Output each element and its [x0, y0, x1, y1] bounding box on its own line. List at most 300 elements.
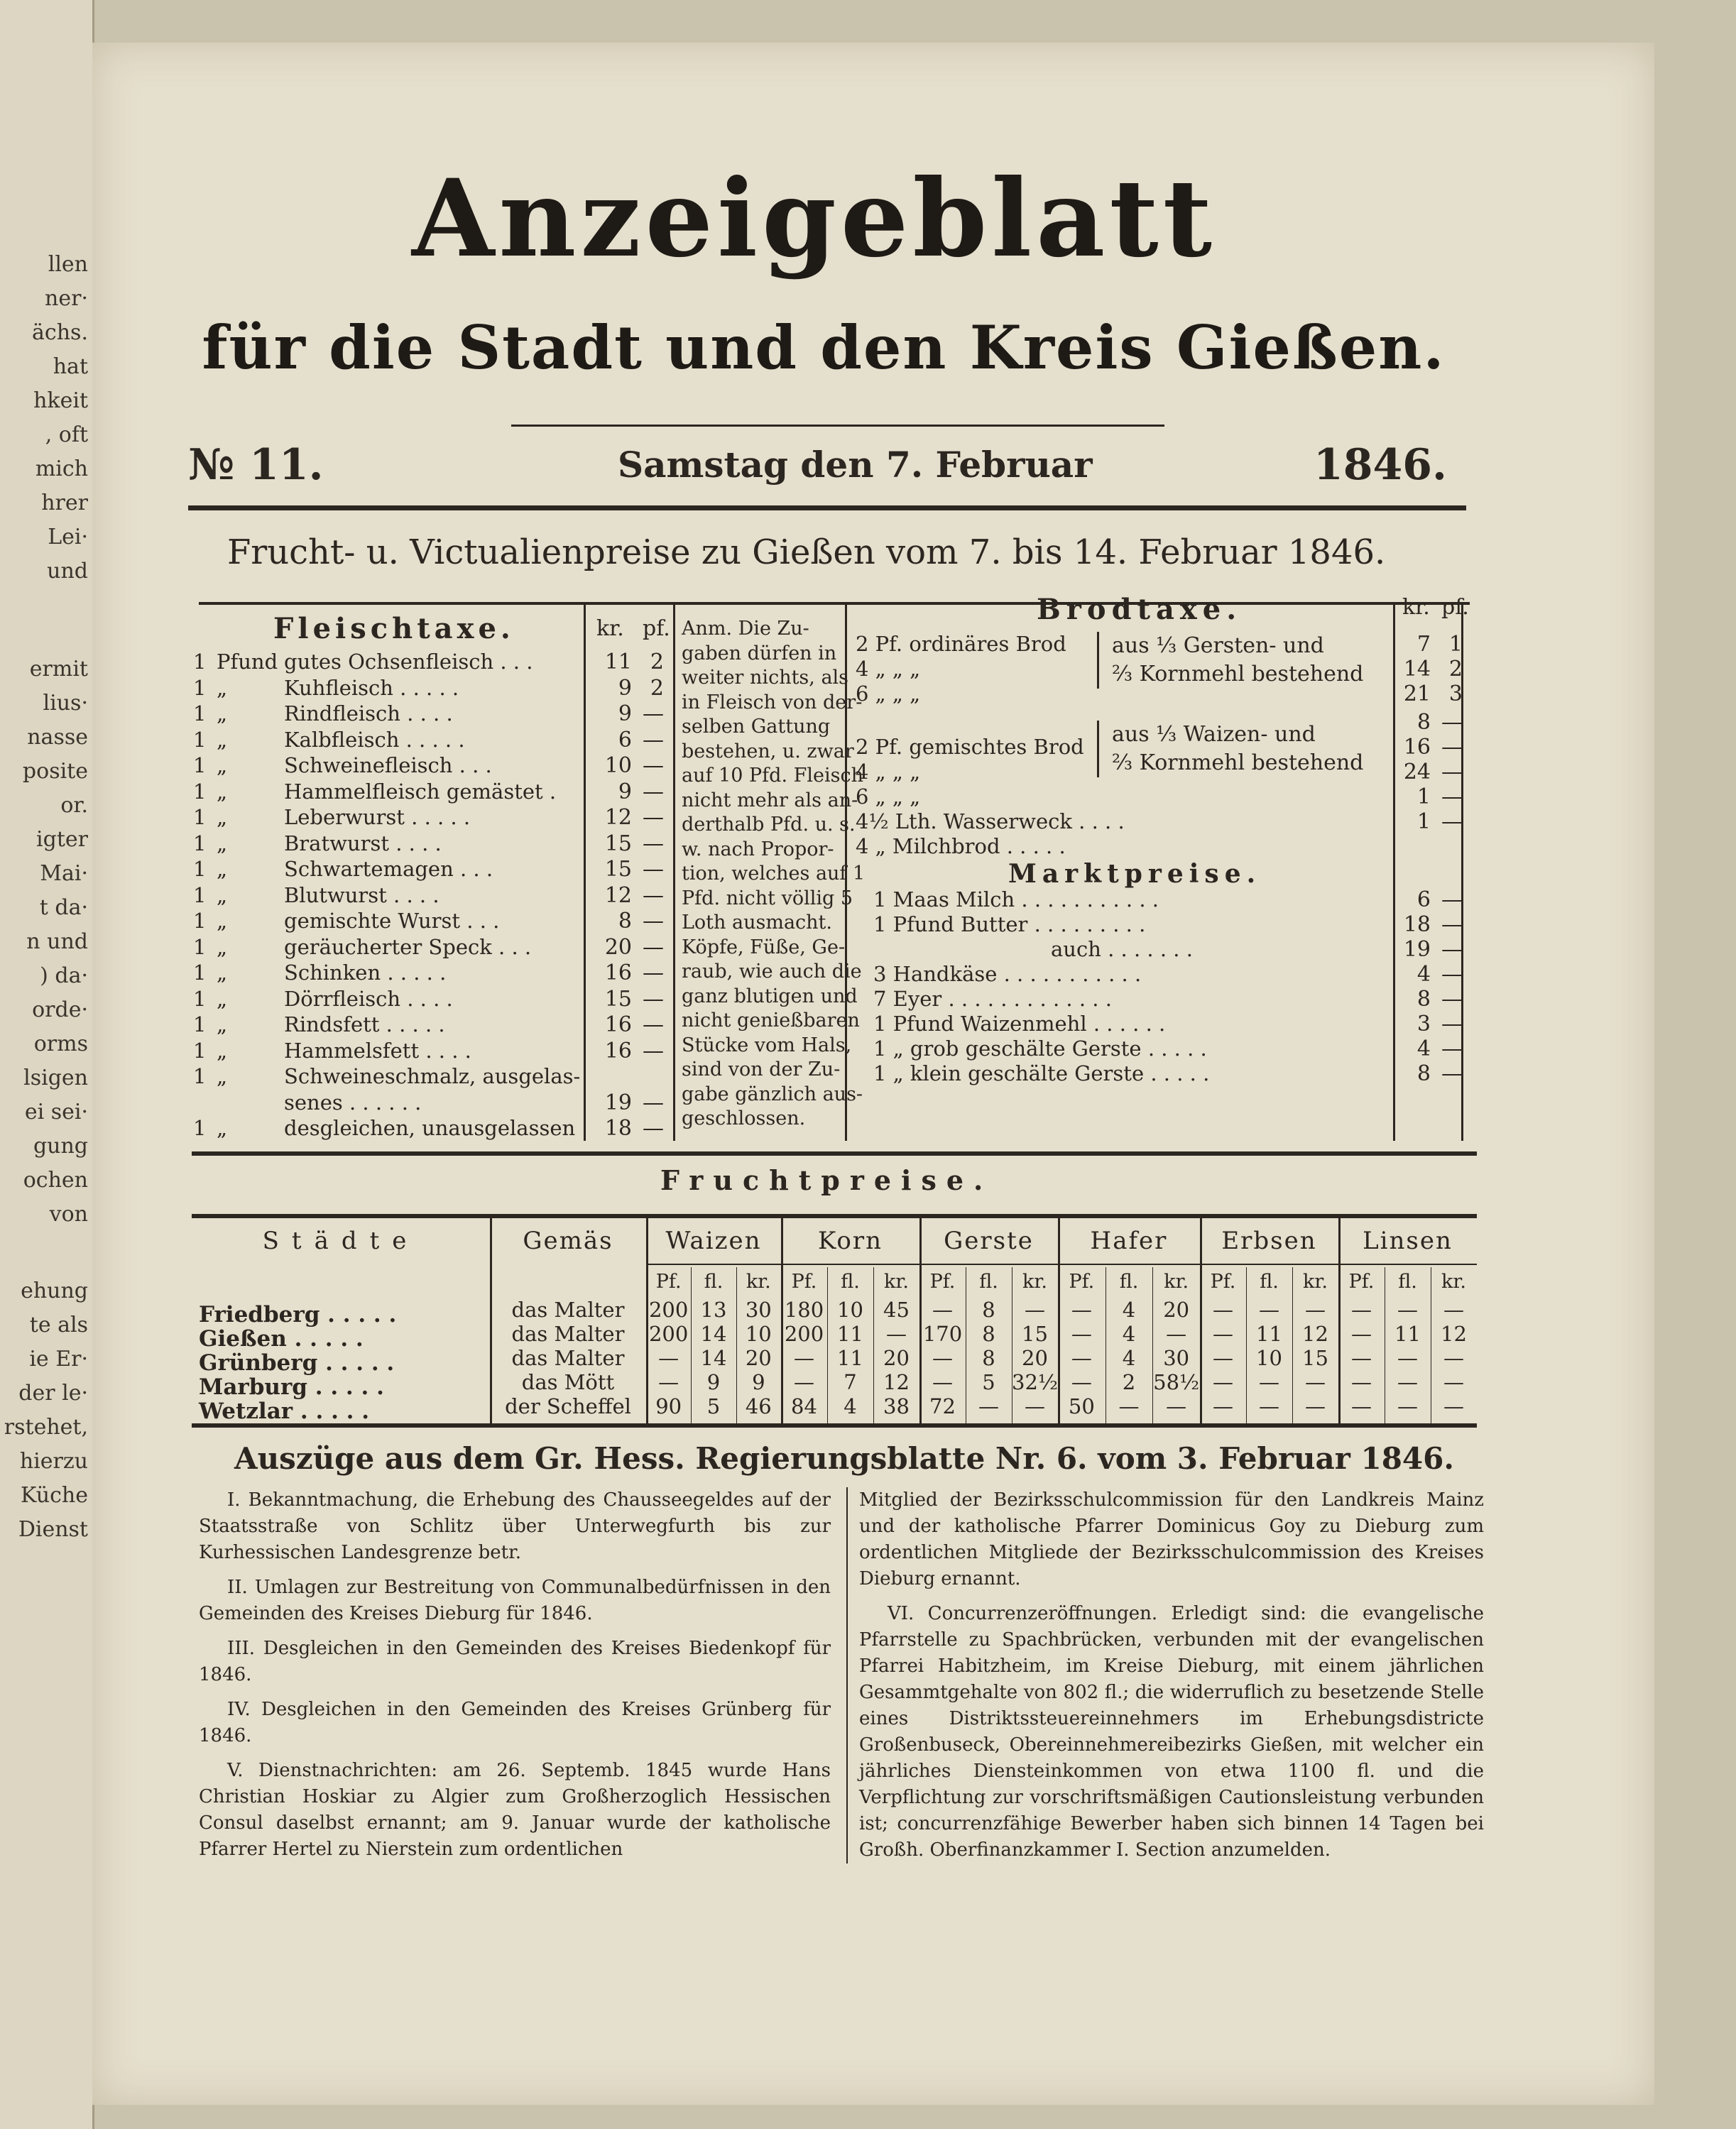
- frucht-value: 20: [883, 1346, 910, 1370]
- frucht-subheader: kr.: [1441, 1271, 1466, 1293]
- fleisch-note-line: geschlossen.: [682, 1107, 806, 1129]
- frucht-value: —: [1259, 1370, 1279, 1394]
- frucht-value: —: [932, 1298, 953, 1322]
- frucht-value: —: [932, 1346, 953, 1370]
- fleisch-unit: Pfund: [217, 650, 278, 674]
- frucht-value: 200: [648, 1322, 689, 1346]
- frucht-value: 12: [883, 1370, 910, 1394]
- fleisch-qty: 1: [193, 1064, 207, 1088]
- frucht-value: 38: [883, 1394, 910, 1418]
- frucht-value: —: [1213, 1370, 1233, 1394]
- markt-pf: —: [1441, 1061, 1463, 1086]
- fleisch-unit: „: [217, 1012, 228, 1036]
- brod-kr: 8: [1416, 710, 1431, 735]
- fleisch-qty: 1: [193, 934, 207, 959]
- frucht-subheader: Pf.: [929, 1271, 956, 1293]
- adjacent-text: hkeit: [33, 388, 88, 413]
- frucht-value: 58½: [1153, 1370, 1200, 1394]
- brodtaxe-title: Brodtaxe.: [1037, 593, 1243, 626]
- frucht-header: Städte: [262, 1227, 420, 1255]
- frucht-header: Gemäs: [523, 1227, 613, 1255]
- markt-item: 1 Pfund Waizenmehl . . . . . .: [873, 1012, 1166, 1036]
- brod-pf: 2: [1448, 657, 1463, 682]
- frucht-header: Linsen: [1363, 1227, 1453, 1255]
- frucht-value: 4: [1122, 1298, 1136, 1322]
- fleisch-item: Rindsfett . . . . .: [284, 1012, 445, 1036]
- markt-kr: 8: [1416, 987, 1431, 1012]
- brace-waizen-line1: aus ⅓ Waizen- und: [1112, 722, 1316, 747]
- frucht-value: —: [1351, 1346, 1372, 1370]
- frucht-value: 170: [922, 1322, 963, 1346]
- fleisch-kr: 20: [604, 934, 632, 960]
- fleisch-note-line: bestehen, u. zwar: [682, 740, 854, 762]
- fleisch-unit: „: [217, 779, 228, 804]
- frucht-value: 8: [982, 1322, 995, 1346]
- frucht-value: 11: [837, 1322, 863, 1346]
- frucht-subheader: kr.: [1164, 1271, 1189, 1293]
- fleisch-kr: 15: [604, 986, 632, 1012]
- brod-item: 4 „ Milchbrod . . . . .: [856, 834, 1066, 858]
- frucht-value: 14: [700, 1346, 727, 1370]
- fleisch-note-line: gaben dürfen in: [682, 642, 837, 664]
- markt-kr: 4: [1416, 962, 1431, 987]
- frucht-value: 20: [745, 1346, 772, 1370]
- fleisch-qty: 1: [193, 727, 207, 752]
- fleisch-pf: —: [643, 1012, 664, 1037]
- fleisch-kr: 19: [604, 1090, 632, 1115]
- auszug-paragraph: Mitglied der Bezirksschulcommission für den Landkreis Mainz und der katholische Pfarrer Dominicus Goy zu Dieburg zum ordentlichen Mitgliede der Bezirksschulcommission des Kreises Dieburg ernannt.: [859, 1489, 1484, 1589]
- divider: [673, 605, 675, 1141]
- fleisch-unit: „: [217, 882, 228, 907]
- brodtaxe-kr-header: kr.: [1402, 595, 1430, 620]
- frucht-value: —: [886, 1322, 907, 1346]
- brod-kr: 24: [1403, 760, 1431, 784]
- auszug-paragraph: VI. Concurrenzeröffnungen. Erledigt sind: die evangelische Pfarrstelle zu Spachbrücken, verbunden mit der evangelischen Pfarrei Habitzheim, im Kreise Dieburg, mit einem jährlichen Gesammtgehalte von 802 fl.; die widerruflich zu besetzende Stelle eines Distriktssteuereinnehmers im Erhebungsdistricte Großenbuseck, Obereinnehmereibezirks Gießen, mit welcher ein jährliches Diensteinkommen von etwa 1100 fl. und die Verpflichtung zur vorschriftsmäßigen Cautionsleistung verbunden ist; concurrenzfähige Bewerber haben sich binnen 14 Tagen bei Großh. Oberfinanzkammer I. Section anzumelden.: [859, 1603, 1484, 1861]
- adjacent-text: Mai·: [40, 861, 88, 886]
- fleisch-pf: —: [643, 909, 664, 934]
- frucht-value: 4: [1122, 1322, 1136, 1346]
- markt-pf: —: [1441, 887, 1463, 912]
- fleisch-unit: „: [217, 727, 228, 752]
- frucht-measure: das Malter: [511, 1346, 625, 1370]
- markt-item: 1 Pfund Butter . . . . . . . . .: [873, 912, 1146, 936]
- frucht-value: 9: [752, 1370, 765, 1394]
- frucht-value: —: [1351, 1322, 1372, 1346]
- frucht-value: —: [1166, 1322, 1187, 1346]
- frucht-value: 46: [745, 1394, 772, 1418]
- brod-item: 4 „ „ „: [856, 760, 921, 784]
- frucht-value: 200: [648, 1298, 689, 1322]
- fleisch-kr: 6: [618, 727, 632, 752]
- fleisch-pf: —: [643, 882, 664, 908]
- fleisch-note-line: nicht genießbaren: [682, 1009, 860, 1031]
- frucht-value: 15: [1022, 1322, 1048, 1346]
- frucht-subheader: kr.: [1022, 1271, 1047, 1293]
- markt-pf: —: [1441, 1012, 1463, 1036]
- frucht-value: —: [1213, 1322, 1233, 1346]
- fleisch-item: Leberwurst . . . . .: [284, 805, 471, 829]
- frucht-value: —: [1259, 1298, 1279, 1322]
- fleisch-pf: —: [643, 701, 664, 726]
- fleisch-qty: 1: [193, 650, 207, 674]
- brodtaxe-pf-header: pf.: [1441, 595, 1469, 620]
- fleisch-qty: 1: [193, 909, 207, 933]
- adjacent-text: Küche: [21, 1483, 88, 1508]
- fleisch-qty: 1: [193, 882, 207, 907]
- issue-year: 1846.: [1314, 440, 1447, 490]
- fleisch-pf: —: [643, 934, 664, 960]
- fleischtaxe-title: Fleischtaxe.: [273, 612, 515, 645]
- adjacent-text: or.: [60, 793, 88, 818]
- fleisch-pf: —: [643, 1038, 664, 1063]
- fleisch-item: desgleichen, unausgelassen: [284, 1116, 576, 1140]
- fleisch-item: gemischte Wurst . . .: [284, 909, 500, 933]
- adjacent-text: ie Er·: [29, 1347, 88, 1372]
- fleisch-item: Kuhfleisch . . . . .: [284, 675, 459, 700]
- brace-gersten-line2: ⅔ Kornmehl bestehend: [1112, 662, 1364, 686]
- fleisch-item: Bratwurst . . . .: [284, 831, 442, 855]
- issue-number: № 11.: [188, 440, 324, 490]
- frucht-city: Gießen . . . . .: [199, 1326, 364, 1352]
- adjacent-text: llen: [48, 252, 88, 277]
- fleisch-pf: —: [643, 727, 664, 752]
- fleisch-qty: 1: [193, 1038, 207, 1063]
- column-divider: [846, 1487, 848, 1863]
- adjacent-text: igter: [36, 827, 88, 852]
- frucht-value: 90: [655, 1394, 682, 1418]
- brod-kr: 21: [1403, 682, 1431, 706]
- frucht-value: —: [1071, 1298, 1092, 1322]
- fleisch-kr: 9: [618, 779, 632, 804]
- fleisch-unit: „: [217, 934, 228, 959]
- fleisch-pf: —: [643, 960, 664, 985]
- adjacent-text: lsigen: [23, 1066, 88, 1090]
- frucht-value: —: [1071, 1370, 1092, 1394]
- adjacent-text: hierzu: [19, 1449, 88, 1474]
- auszuege-left-column: [199, 1487, 831, 1871]
- fleisch-item: gutes Ochsenfleisch . . .: [284, 650, 533, 674]
- frucht-value: 10: [1256, 1346, 1282, 1370]
- adjacent-text: von: [49, 1202, 88, 1227]
- adjacent-text: nasse: [27, 725, 88, 750]
- divider: [584, 605, 586, 1141]
- frucht-value: —: [1305, 1370, 1326, 1394]
- frucht-value: —: [1397, 1346, 1418, 1370]
- adjacent-page-strip: [0, 0, 94, 2129]
- markt-kr: 8: [1416, 1061, 1431, 1086]
- frucht-value: 72: [929, 1394, 956, 1418]
- frucht-value: 84: [791, 1394, 817, 1418]
- masthead-title: Anzeigeblatt: [412, 156, 1216, 281]
- fleisch-pf: —: [643, 779, 664, 804]
- frucht-header: Gerste: [944, 1227, 1034, 1255]
- fleisch-qty: 1: [193, 986, 207, 1011]
- adjacent-text: Dienst: [18, 1517, 88, 1542]
- frucht-value: —: [1259, 1394, 1279, 1418]
- frucht-value: 14: [700, 1322, 727, 1346]
- brace-waizen-line2: ⅔ Kornmehl bestehend: [1112, 750, 1364, 775]
- fleisch-note-line: w. nach Propor-: [682, 838, 834, 860]
- fleisch-unit: „: [217, 805, 228, 829]
- frucht-value: 12: [1302, 1322, 1328, 1346]
- brod-item: 2 Pf. gemischtes Brod: [856, 735, 1084, 759]
- fleisch-pf: —: [643, 986, 664, 1012]
- fleisch-unit: „: [217, 831, 228, 855]
- brod-pf: —: [1441, 735, 1463, 760]
- frucht-value: —: [1351, 1394, 1372, 1418]
- fleisch-note-line: ganz blutigen und: [682, 985, 858, 1007]
- markt-pf: —: [1441, 962, 1463, 987]
- fleisch-kr: 16: [604, 1038, 632, 1063]
- fleisch-unit: „: [217, 701, 228, 726]
- frucht-subheader: Pf.: [1348, 1271, 1375, 1293]
- adjacent-text: gung: [33, 1134, 88, 1159]
- auszuege-right-column: [859, 1487, 1484, 1872]
- frucht-value: —: [1305, 1394, 1326, 1418]
- fleisch-pf: —: [643, 831, 664, 856]
- adjacent-text: hat: [53, 354, 88, 379]
- fleisch-note-line: derthalb Pfd. u. s.: [682, 814, 856, 836]
- frucht-value: 10: [745, 1322, 772, 1346]
- frucht-value: —: [1397, 1370, 1418, 1394]
- fleisch-qty: 1: [193, 960, 207, 985]
- frucht-value: 10: [837, 1298, 863, 1322]
- fleisch-item: Hammelsfett . . . .: [284, 1038, 471, 1063]
- frucht-value: 8: [982, 1298, 995, 1322]
- frucht-header: Korn: [817, 1227, 883, 1255]
- fleisch-kr: 9: [618, 675, 632, 701]
- frucht-value: —: [932, 1370, 953, 1394]
- adjacent-text: ) da·: [40, 963, 88, 988]
- brod-item: 4½ Lth. Wasserweck . . . .: [856, 809, 1125, 833]
- fleisch-item: Schwartemagen . . .: [284, 857, 493, 881]
- frucht-top-rule: [192, 1214, 1477, 1218]
- fleisch-qty: 1: [193, 857, 207, 881]
- fleisch-note-line: nicht mehr als an-: [682, 789, 858, 811]
- auszug-paragraph: I. Bekanntmachung, die Erhebung des Chausseegeldes auf der Staatsstraße von Schlitz über Unterwegfurth bis zur Kurhessischen Landesgrenze betr.: [199, 1489, 831, 1563]
- adjacent-text: orde·: [32, 997, 88, 1022]
- adjacent-text: ochen: [23, 1168, 88, 1193]
- frucht-value: —: [978, 1394, 999, 1418]
- frucht-city: Marburg . . . . .: [199, 1374, 384, 1400]
- fleisch-note-line: in Fleisch von der-: [682, 691, 863, 713]
- frucht-bottom-rule: [192, 1423, 1477, 1428]
- fleisch-unit: „: [217, 909, 228, 933]
- auszuege-title: Auszüge aus dem Gr. Hess. Regierungsblatte Nr. 6. vom 3. Februar 1846.: [234, 1441, 1455, 1476]
- frucht-value: 30: [745, 1298, 772, 1322]
- fleisch-item: Rindfleisch . . . .: [284, 701, 453, 726]
- adjacent-text: ehung: [21, 1279, 88, 1303]
- frucht-value: 9: [706, 1370, 721, 1394]
- frucht-value: —: [1351, 1298, 1372, 1322]
- markt-pf: —: [1441, 937, 1463, 962]
- fleisch-qty: 1: [193, 805, 207, 829]
- fleisch-qty: 1: [193, 1012, 207, 1036]
- frucht-header: Waizen: [665, 1227, 762, 1255]
- auszug-paragraph: V. Dienstnachrichten: am 26. Septemb. 1845 wurde Hans Christian Hoskiar zu Algier zum Großherzoglich Hessischen Consul daselbst ernannt; am 9. Januar wurde der katholische Pfarrer Hertel zu Nierstein zum ordentlichen: [199, 1760, 831, 1860]
- frucht-measure: das Malter: [511, 1322, 625, 1346]
- frucht-subheader: Pf.: [1210, 1271, 1236, 1293]
- brod-pf: —: [1441, 784, 1463, 809]
- brod-kr: 7: [1416, 632, 1431, 657]
- adjacent-text: t da·: [39, 895, 88, 920]
- adjacent-text: orms: [33, 1031, 88, 1056]
- markt-item: 7 Eyer . . . . . . . . . . . . .: [873, 987, 1112, 1011]
- adjacent-text: und: [47, 559, 88, 584]
- adjacent-text: rstehet,: [4, 1415, 88, 1440]
- frucht-value: 13: [700, 1298, 727, 1322]
- frucht-value: —: [1071, 1322, 1092, 1346]
- frucht-value: 5: [982, 1370, 995, 1394]
- frucht-subheader: kr.: [1303, 1271, 1328, 1293]
- adjacent-text: Lei·: [48, 525, 88, 549]
- brod-pf: —: [1441, 809, 1463, 834]
- fleisch-note-line: Pfd. nicht völlig 5: [682, 887, 853, 909]
- adjacent-text: n und: [26, 929, 88, 954]
- frucht-value: 8: [982, 1346, 995, 1370]
- fleisch-unit: „: [217, 986, 228, 1011]
- adjacent-text: lius·: [43, 691, 88, 716]
- markt-item: auch . . . . . . .: [1051, 937, 1193, 961]
- fleisch-note-line: Anm. Die Zu-: [682, 618, 809, 640]
- fleisch-item: Dörrfleisch . . . .: [284, 986, 453, 1011]
- fleisch-item: geräucherter Speck . . .: [284, 934, 532, 959]
- fleisch-unit: „: [217, 857, 228, 881]
- frucht-subheader: fl.: [1119, 1271, 1139, 1293]
- brod-item: 6 „ „ „: [856, 682, 921, 706]
- fleisch-note-line: Stücke vom Hals,: [682, 1034, 852, 1056]
- fleisch-pf: 2: [650, 650, 664, 674]
- fleisch-qty: 1: [193, 675, 207, 700]
- fleisch-pf: —: [643, 1116, 664, 1141]
- adjacent-text: mich: [35, 456, 88, 481]
- fleisch-qty: 1: [193, 753, 207, 777]
- fleischtaxe-pf-header: pf.: [643, 616, 670, 641]
- frucht-subheader: Pf.: [655, 1271, 682, 1293]
- frucht-value: 30: [1163, 1346, 1190, 1370]
- fleisch-note-line: auf 10 Pfd. Fleisch: [682, 765, 863, 787]
- fleisch-kr: 15: [604, 857, 632, 882]
- frucht-sub-rule: [646, 1264, 1477, 1265]
- brace-waizen: [1097, 721, 1363, 777]
- fleisch-note-line: tion, welches auf 1: [682, 863, 866, 885]
- fleisch-item: Schinken . . . . .: [284, 960, 447, 985]
- brod-item: 2 Pf. ordinäres Brod: [856, 632, 1066, 656]
- auszug-paragraph: IV. Desgleichen in den Gemeinden des Kreises Grünberg für 1846.: [199, 1699, 831, 1746]
- markt-pf: —: [1441, 912, 1463, 937]
- adjacent-text: , oft: [45, 422, 88, 447]
- brod-pf: —: [1441, 760, 1463, 784]
- fleisch-note-line: Loth ausmacht.: [682, 912, 832, 934]
- brod-kr: 1: [1416, 809, 1431, 834]
- frucht-value: —: [1071, 1346, 1092, 1370]
- frucht-value: —: [1025, 1394, 1045, 1418]
- frucht-value: 32½: [1012, 1370, 1059, 1394]
- prices-top-rule: [199, 602, 1470, 605]
- frucht-city: Grünberg . . . . .: [199, 1350, 395, 1376]
- fleischtaxe-kr-header: kr.: [596, 616, 624, 641]
- frucht-value: 20: [1163, 1298, 1190, 1322]
- fleisch-item: Blutwurst . . . .: [284, 882, 440, 907]
- fleisch-unit: „: [217, 960, 228, 985]
- frucht-subheader: Pf.: [1069, 1271, 1095, 1293]
- frucht-value: —: [1443, 1298, 1464, 1322]
- brod-pf: 1: [1448, 632, 1463, 657]
- fleisch-kr: 9: [618, 701, 632, 726]
- adjacent-text: posite: [22, 759, 88, 784]
- fleisch-kr: 10: [604, 753, 632, 778]
- frucht-value: —: [1166, 1394, 1187, 1418]
- brod-pf: —: [1441, 710, 1463, 735]
- fleisch-kr: 11: [604, 650, 632, 674]
- frucht-value: —: [1213, 1298, 1233, 1322]
- frucht-value: 11: [1394, 1322, 1421, 1346]
- fleisch-note-line: gabe gänzlich aus-: [682, 1083, 863, 1105]
- fleisch-item: Kalbfleisch . . . . .: [284, 727, 465, 752]
- frucht-value: —: [1025, 1298, 1045, 1322]
- fleisch-kr: 12: [604, 805, 632, 830]
- frucht-measure: der Scheffel: [505, 1394, 631, 1418]
- fleisch-item: Hammelfleisch gemästet .: [284, 779, 557, 804]
- frucht-value: 5: [706, 1394, 721, 1418]
- adjacent-text: ächs.: [32, 320, 88, 345]
- fruchtpreise-title: Fruchtpreise.: [660, 1164, 993, 1196]
- frucht-value: 7: [844, 1370, 857, 1394]
- adjacent-text: ner·: [45, 286, 88, 311]
- fleisch-kr: 12: [604, 882, 632, 908]
- markt-pf: —: [1441, 987, 1463, 1012]
- fleisch-kr: 15: [604, 831, 632, 856]
- adjacent-text: der le·: [18, 1381, 88, 1406]
- fleisch-pf: —: [643, 805, 664, 830]
- masthead-subtitle: für die Stadt und den Kreis Gießen.: [202, 312, 1446, 383]
- fleisch-qty: 1: [193, 701, 207, 726]
- frucht-subheader: fl.: [1398, 1271, 1417, 1293]
- fleisch-kr: 18: [604, 1116, 632, 1141]
- frucht-value: —: [794, 1346, 814, 1370]
- frucht-value: —: [1305, 1298, 1326, 1322]
- frucht-value: —: [1443, 1346, 1464, 1370]
- frucht-value: —: [1443, 1370, 1464, 1394]
- frucht-value: 180: [784, 1298, 824, 1322]
- frucht-value: 4: [1122, 1346, 1136, 1370]
- frucht-value: —: [794, 1370, 814, 1394]
- frucht-measure: das Mött: [521, 1370, 615, 1394]
- markt-item: 1 Maas Milch . . . . . . . . . . .: [873, 887, 1159, 912]
- fleisch-item: Schweineschmalz, ausgelas-: [284, 1064, 581, 1088]
- frucht-subheader: fl.: [979, 1271, 998, 1293]
- brod-item: 4 „ „ „: [856, 657, 921, 681]
- brod-item: 6 „ „ „: [856, 784, 921, 809]
- frucht-value: —: [1397, 1394, 1418, 1418]
- adjacent-text: ei sei·: [24, 1100, 88, 1124]
- markt-kr: 6: [1416, 887, 1431, 912]
- fleisch-note-line: Köpfe, Füße, Ge-: [682, 936, 846, 958]
- frucht-value: —: [1213, 1394, 1233, 1418]
- frucht-value: 11: [1256, 1322, 1282, 1346]
- fleisch-note-line: raub, wie auch die: [682, 960, 862, 983]
- fleisch-pf: —: [643, 753, 664, 778]
- markt-kr: 18: [1403, 912, 1431, 937]
- auszug-paragraph: II. Umlagen zur Bestreitung von Communalbedürfnissen in den Gemeinden des Kreises Dieburg für 1846.: [199, 1577, 831, 1624]
- frucht-value: 20: [1022, 1346, 1048, 1370]
- fleisch-kr: 8: [618, 909, 632, 934]
- fleisch-note-line: selben Gattung: [682, 716, 831, 738]
- frucht-value: 12: [1441, 1322, 1467, 1346]
- frucht-subheader: Pf.: [791, 1271, 817, 1293]
- markt-kr: 4: [1416, 1036, 1431, 1061]
- adjacent-text: hrer: [41, 491, 88, 515]
